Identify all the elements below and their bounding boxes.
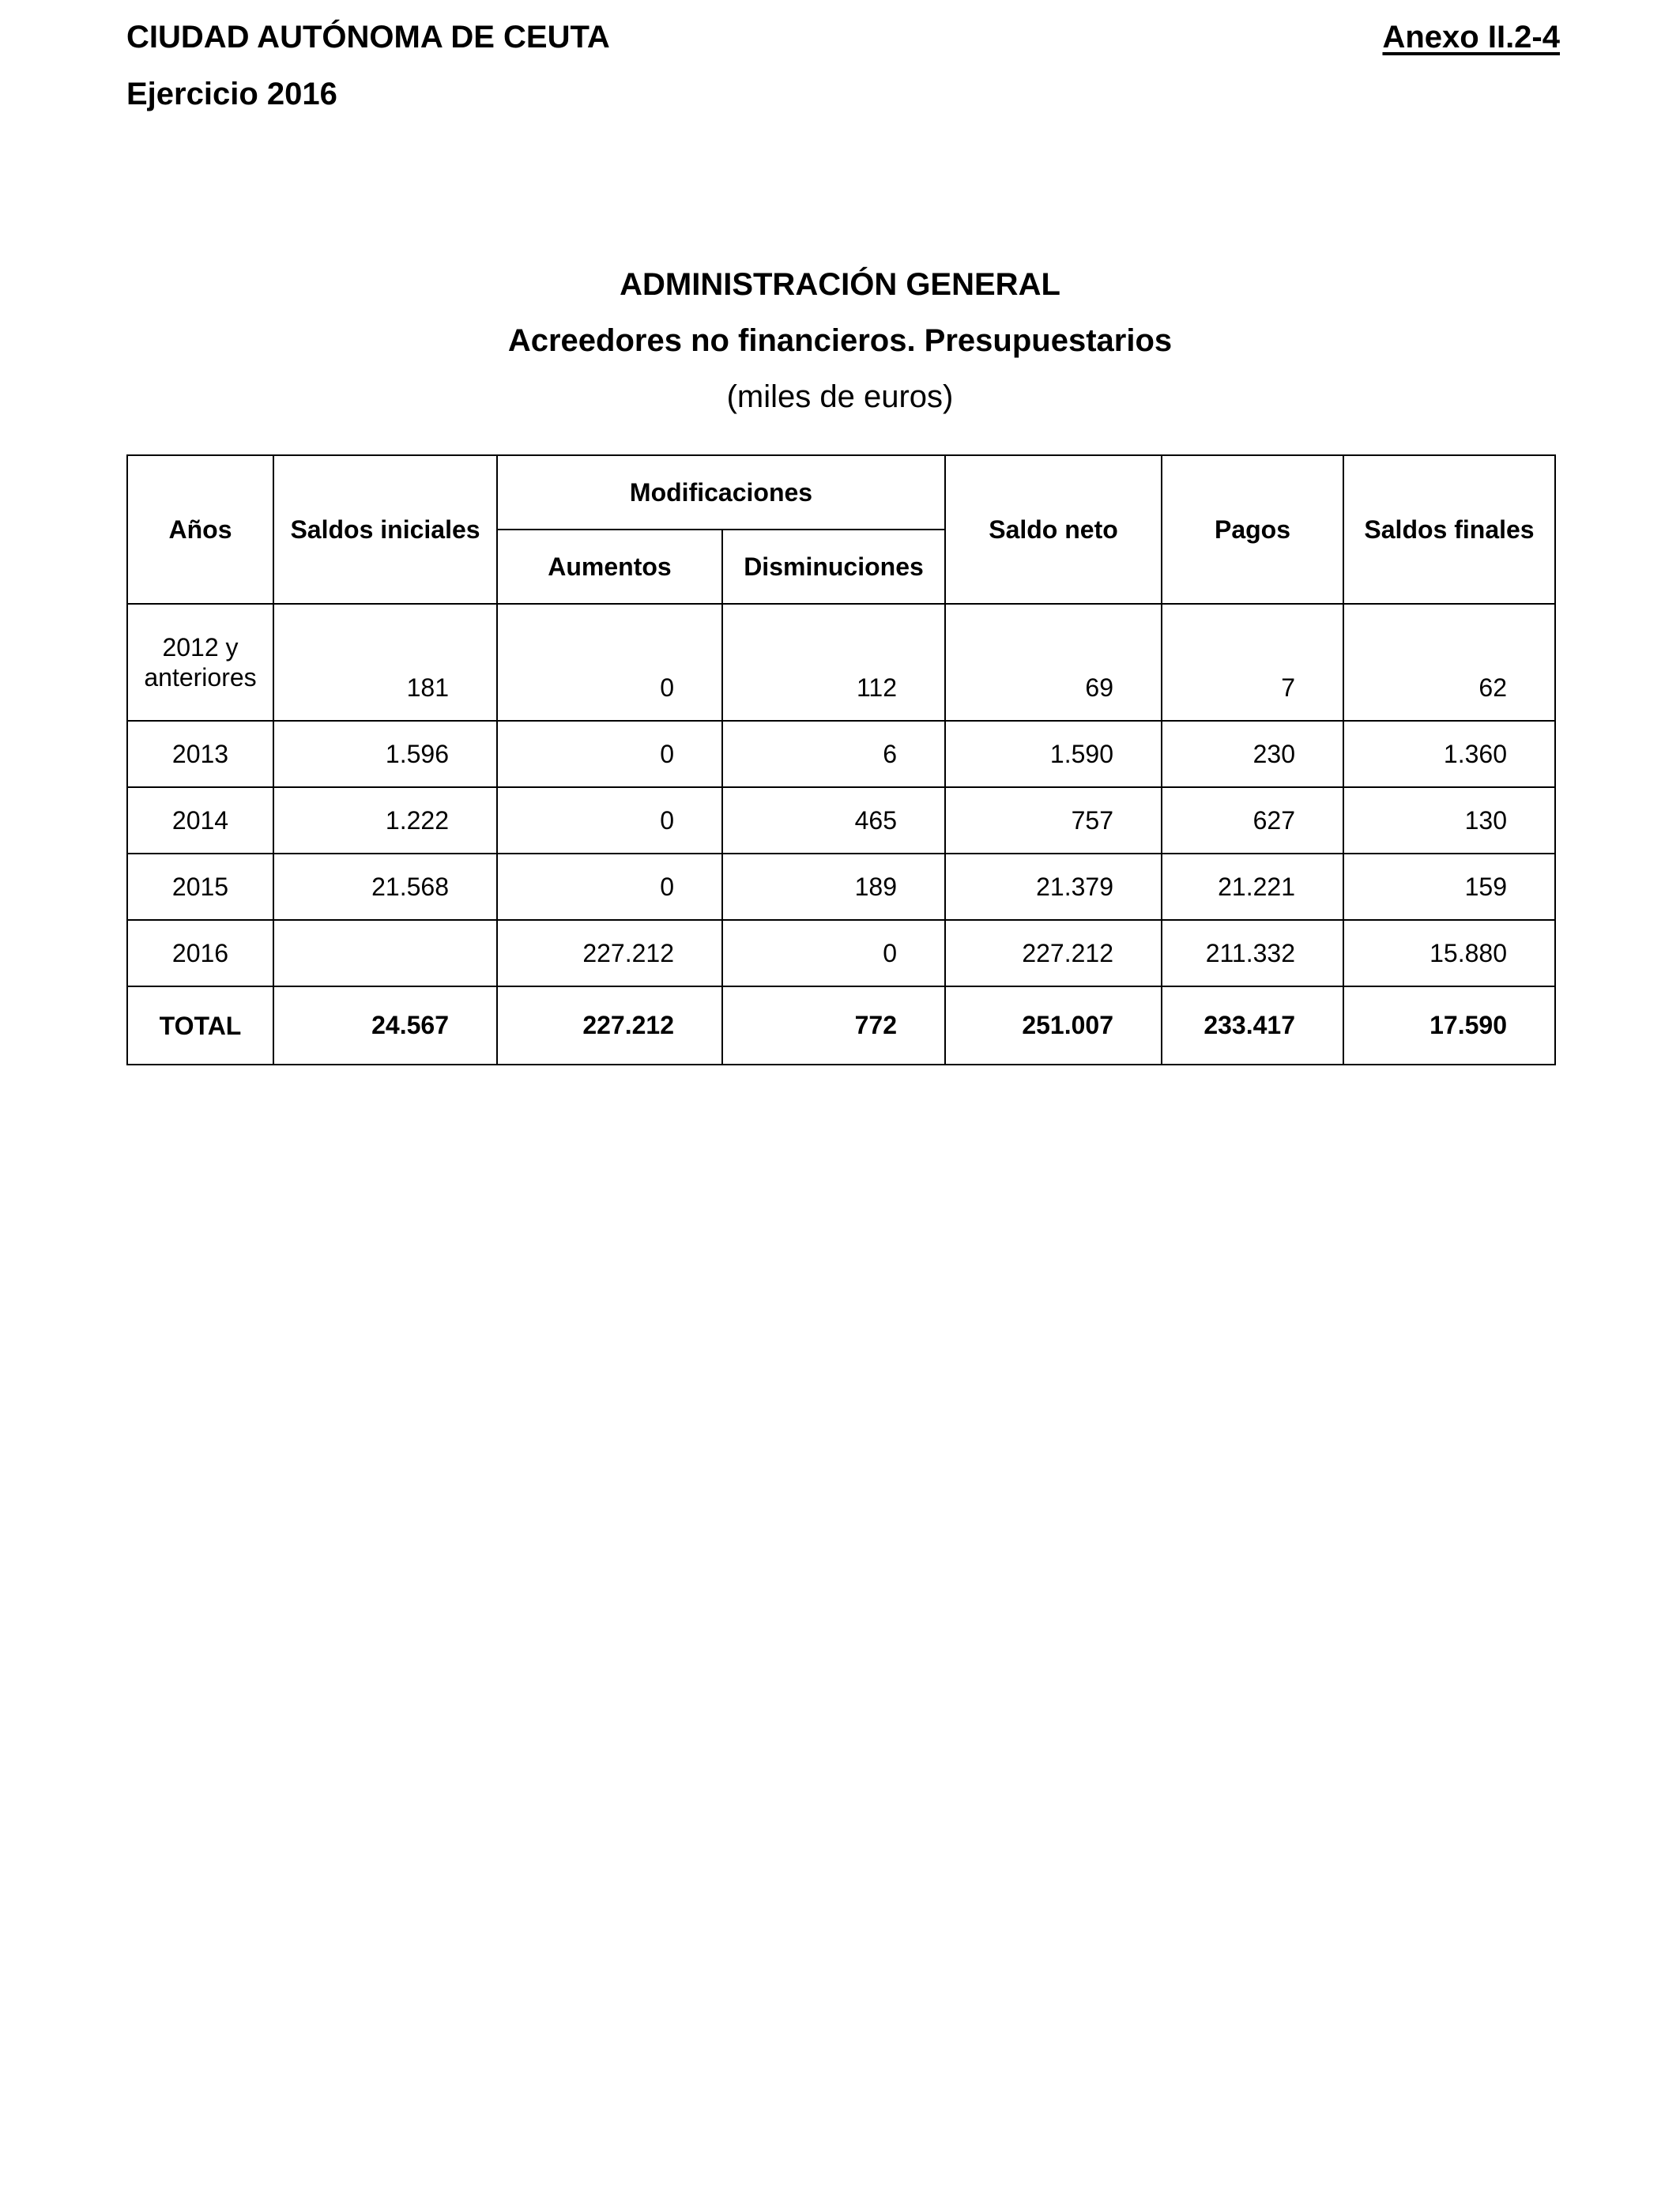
- cell-aumentos: 0: [497, 787, 722, 854]
- cell-saldo-neto: 21.379: [945, 854, 1162, 920]
- table-row: [127, 920, 1555, 986]
- cell-saldos-finales: 159: [1343, 854, 1555, 920]
- cell-total-saldos-iniciales: 24.567: [273, 986, 497, 1065]
- total-row: [127, 986, 1555, 1065]
- header-row: [127, 455, 1555, 530]
- cell-saldos-finales: 130: [1343, 787, 1555, 854]
- cell-pagos: 211.332: [1162, 920, 1343, 986]
- cell-total-pagos: 233.417: [1162, 986, 1343, 1065]
- cell-aumentos: 0: [497, 604, 722, 721]
- cell-disminuciones: 189: [722, 854, 945, 920]
- col-header-pagos: Pagos: [1162, 455, 1343, 604]
- cell-total-disminuciones: 772: [722, 986, 945, 1065]
- cell-year: 2013: [127, 721, 273, 787]
- cell-total-aumentos: 227.212: [497, 986, 722, 1065]
- cell-pagos: 7: [1162, 604, 1343, 721]
- cell-saldo-neto: 227.212: [945, 920, 1162, 986]
- col-header-aumentos: Aumentos: [497, 530, 722, 604]
- cell-disminuciones: 6: [722, 721, 945, 787]
- table-row: [127, 854, 1555, 920]
- col-header-disminuciones: Disminuciones: [722, 530, 945, 604]
- cell-total-saldo-neto: 251.007: [945, 986, 1162, 1065]
- table-row: [127, 604, 1555, 721]
- cell-total-label: TOTAL: [127, 986, 273, 1065]
- cell-disminuciones: 465: [722, 787, 945, 854]
- cell-year: 2014: [127, 787, 273, 854]
- cell-disminuciones: 112: [722, 604, 945, 721]
- fiscal-year: Ejercicio 2016: [126, 77, 337, 111]
- creditors-table: [126, 454, 1556, 1065]
- cell-year: 2016: [127, 920, 273, 986]
- cell-year: 2015: [127, 854, 273, 920]
- cell-total-saldos-finales: 17.590: [1343, 986, 1555, 1065]
- table-title: Acreedores no financieros. Presupuestarios: [507, 323, 1173, 358]
- document-title-block: [0, 257, 1680, 425]
- cell-pagos: 627: [1162, 787, 1343, 854]
- cell-saldos-iniciales: 181: [273, 604, 497, 721]
- col-header-anos: Años: [127, 455, 273, 604]
- cell-saldos-finales: 62: [1343, 604, 1555, 721]
- cell-pagos: 230: [1162, 721, 1343, 787]
- cell-saldos-finales: 1.360: [1343, 721, 1555, 787]
- col-header-saldos-iniciales: Saldos iniciales: [273, 455, 497, 604]
- organization-name: CIUDAD AUTÓNOMA DE CEUTA: [126, 20, 610, 55]
- annex-reference: Anexo II.2-4: [1382, 20, 1560, 55]
- cell-saldos-iniciales: 21.568: [273, 854, 497, 920]
- col-header-saldos-finales: Saldos finales: [1343, 455, 1555, 604]
- cell-saldos-finales: 15.880: [1343, 920, 1555, 986]
- cell-saldos-iniciales: 1.596: [273, 721, 497, 787]
- col-header-modificaciones: Modificaciones: [497, 455, 945, 530]
- cell-saldos-iniciales: [273, 920, 497, 986]
- cell-aumentos: 0: [497, 721, 722, 787]
- cell-aumentos: 0: [497, 854, 722, 920]
- table-row: [127, 721, 1555, 787]
- cell-saldo-neto: 1.590: [945, 721, 1162, 787]
- cell-aumentos: 227.212: [497, 920, 722, 986]
- col-header-saldo-neto: Saldo neto: [945, 455, 1162, 604]
- cell-saldo-neto: 69: [945, 604, 1162, 721]
- section-title: ADMINISTRACIÓN GENERAL: [620, 267, 1060, 302]
- cell-saldo-neto: 757: [945, 787, 1162, 854]
- table-row: [127, 787, 1555, 854]
- cell-pagos: 21.221: [1162, 854, 1343, 920]
- units-note: (miles de euros): [726, 379, 954, 414]
- cell-year: 2012 y anteriores: [127, 604, 273, 721]
- cell-saldos-iniciales: 1.222: [273, 787, 497, 854]
- cell-disminuciones: 0: [722, 920, 945, 986]
